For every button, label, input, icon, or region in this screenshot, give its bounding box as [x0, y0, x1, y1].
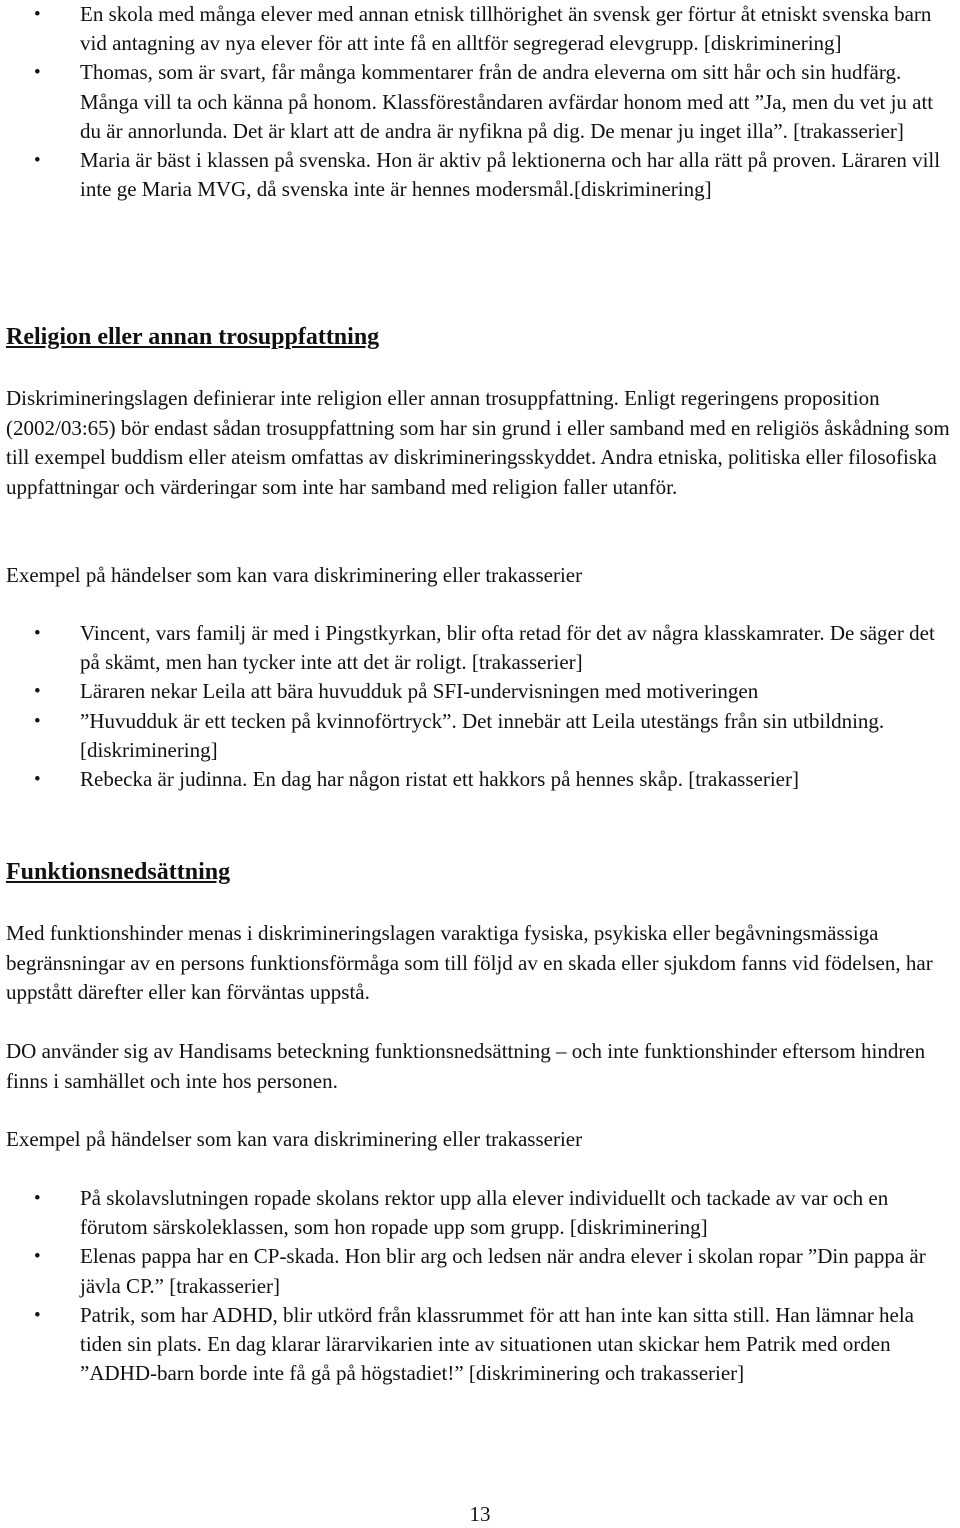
- list-item: • Rebecka är judinna. En dag har någon ristat ett hakkors på hennes skåp. [trakasserier]: [0, 765, 950, 794]
- list-item: • Patrik, som har ADHD, blir utkörd från klassrummet för att han inte kan sitta still. Han lämnar hela tiden sin plats. En dag klarar lärarvikarien inte av situationen utan skickar hem Patrik med orden ”ADHD-barn borde inte få gå på högstadiet!” [diskriminering och trakasserier]: [0, 1301, 950, 1389]
- list-item: • Läraren nekar Leila att bära huvudduk på SFI-undervisningen med motiveringen: [0, 677, 950, 706]
- religion-paragraph: Diskrimineringslagen definierar inte religion eller annan trosuppfattning. Enligt regeringens proposition (2002/03:65) bör endast sådan trosuppfattning som har sin grund i eller samband med en religiös åskådning som till exempel buddism eller ateism omfattas av diskrimineringsskyddet. Andra etniska, politiska eller filosofiska uppfattningar och värderingar som inte har samband med religion faller utanför.: [6, 386, 950, 499]
- list-item: • På skolavslutningen ropade skolans rektor upp alla elever individuellt och tackade av var och en förutom särskoleklassen, som hon ropade upp som grupp. [diskriminering]: [0, 1184, 950, 1242]
- list-item: • Elenas pappa har en CP-skada. Hon blir arg och ledsen när andra elever i skolan ropar ”Din pappa är jävla CP.” [trakasserier]: [0, 1242, 950, 1300]
- religion-examples-intro: Exempel på händelser som kan vara diskriminering eller trakasserier: [6, 563, 583, 587]
- funktion-examples-intro: Exempel på händelser som kan vara diskriminering eller trakasserier: [6, 1127, 583, 1151]
- page-number: 13: [469, 1502, 491, 1526]
- list-item: • Thomas, som är svart, får många kommentarer från de andra eleverna om sitt hår och sin hudfärg. Många vill ta och känna på honom. Klassföreståndaren avfärdar honom med att ”Ja, men du vet ju att du är annorlunda. Det är klart att de andra är nyfikna på dig. De menar ju inget illa”. [trakasserier]: [0, 58, 950, 146]
- funktion-paragraph-2: DO använder sig av Handisams beteckning funktionsnedsättning – och inte funktionshinder eftersom hindren finns i samhället och inte hos personen.: [6, 1039, 926, 1093]
- list-item: • En skola med många elever med annan etnisk tillhörighet än svensk ger förtur åt etniskt svenska barn vid antagning av nya elever för att inte få en alltför segregerad elevgrupp. [diskriminering]: [0, 0, 950, 58]
- section-heading-religion: Religion eller annan trosuppfattning: [6, 324, 380, 350]
- list-item: • Vincent, vars familj är med i Pingstkyrkan, blir ofta retad för det av några klasskamrater. De säger det på skämt, men han tycker inte att det är roligt. [trakasserier]: [0, 619, 950, 677]
- religion-examples-list: [0, 619, 950, 794]
- ethnicity-examples-list: [0, 0, 950, 204]
- funktion-paragraph-1: Med funktionshinder menas i diskrimineringslagen varaktiga fysiska, psykiska eller begåvningsmässiga begränsningar av en persons funktionsförmåga som till följd av en skada eller sjukdom fanns vid födelsen, har uppstått därefter eller kan förväntas uppstå.: [6, 921, 933, 1004]
- list-item: • Maria är bäst i klassen på svenska. Hon är aktiv på lektionerna och har alla rätt på proven. Läraren vill inte ge Maria MVG, då svenska inte är hennes modersmål.[diskriminering]: [0, 146, 950, 204]
- list-item: • ”Huvudduk är ett tecken på kvinnoförtryck”. Det innebär att Leila utestängs från sin utbildning. [diskriminering]: [0, 707, 950, 765]
- section-heading-funktion: Funktionsnedsättning: [6, 859, 231, 885]
- funktion-examples-list: [0, 1184, 950, 1388]
